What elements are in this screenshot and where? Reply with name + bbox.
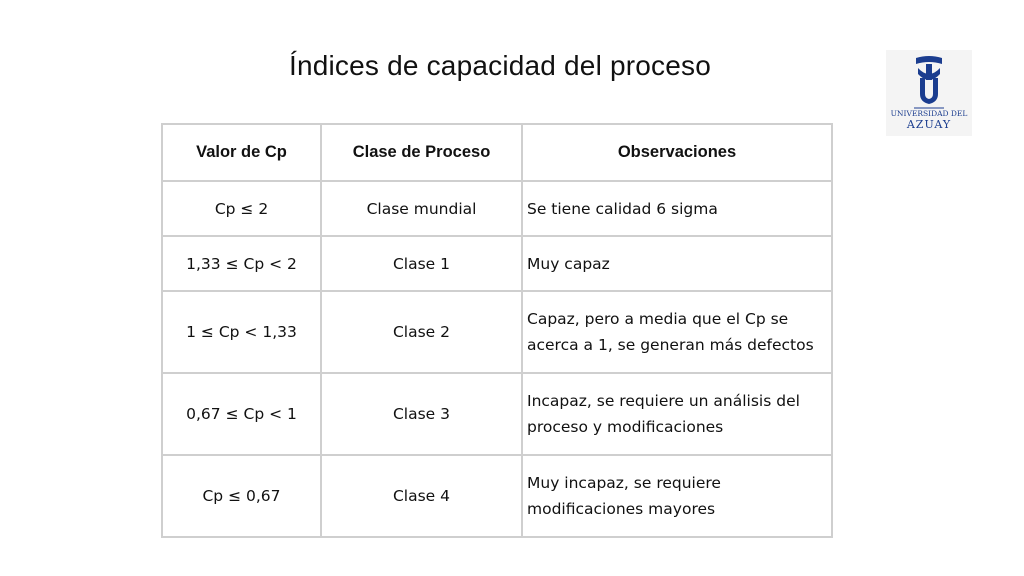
logo-line2: AZUAY	[906, 118, 952, 131]
header-clase-proceso: Clase de Proceso	[321, 124, 522, 181]
cp-range-cell: 1,33 ≤ Cp < 2	[162, 236, 321, 291]
process-class-cell: Clase mundial	[321, 181, 522, 236]
slide-title: Índices de capacidad del proceso	[288, 50, 711, 81]
cp-range-cell: Cp ≤ 0,67	[162, 455, 321, 537]
observation-cell: Muy capaz	[522, 236, 832, 291]
cp-range-cell: 1 ≤ Cp < 1,33	[162, 291, 321, 373]
table-row	[162, 373, 832, 455]
table-header-row	[162, 124, 832, 181]
header-observaciones: Observaciones	[522, 124, 832, 181]
process-class-cell: Clase 1	[321, 236, 522, 291]
table-row	[162, 455, 832, 537]
header-valor-cp: Valor de Cp	[162, 124, 321, 181]
process-class-cell: Clase 4	[321, 455, 522, 537]
cp-range-cell: Cp ≤ 2	[162, 181, 321, 236]
university-logo	[886, 50, 972, 136]
cp-range-cell: 0,67 ≤ Cp < 1	[162, 373, 321, 455]
table-row	[162, 291, 832, 373]
table-row	[162, 181, 832, 236]
logo-line1: UNIVERSIDAD DEL	[890, 109, 968, 118]
observation-cell: Incapaz, se requiere un análisis del proceso y modificaciones	[522, 373, 832, 455]
observation-cell: Capaz, pero a media que el Cp se acerca a 1, se generan más defectos	[522, 291, 832, 373]
observation-cell: Se tiene calidad 6 sigma	[522, 181, 832, 236]
process-class-cell: Clase 3	[321, 373, 522, 455]
capability-index-table	[161, 123, 833, 538]
process-class-cell: Clase 2	[321, 291, 522, 373]
observation-cell: Muy incapaz, se requiere modificaciones mayores	[522, 455, 832, 537]
universidad-del-azuay-logo-icon	[886, 50, 972, 136]
table-row	[162, 236, 832, 291]
